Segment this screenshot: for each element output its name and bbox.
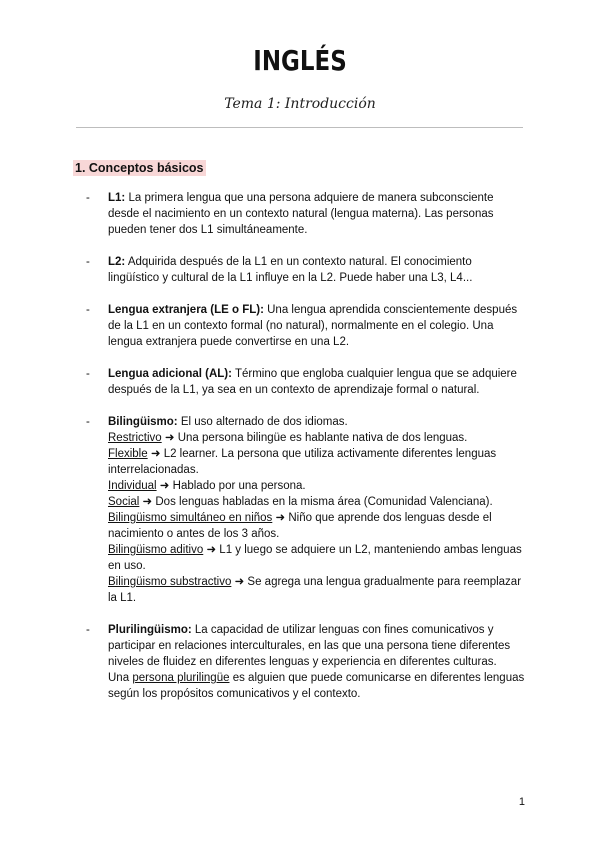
definition-plurilinguismo: La capacidad de utilizar lenguas con fines comunicativos y participar en relaciones interculturales, en las que una persona tiene diferentes niveles de fluidez en diferentes lenguas y experiencia en diferentes culturas. — [108, 624, 511, 668]
sub-text: Se agrega una lengua gradualmente para reemplazar la L1. — [108, 576, 522, 604]
sub-term: Bilingüismo simultáneo en niños — [108, 512, 273, 524]
sub-term: Individual — [108, 480, 157, 492]
arrow-icon: ➜ — [159, 480, 170, 492]
divider — [76, 127, 523, 128]
plurilinguismo-note — [108, 670, 526, 702]
list-item-l2 — [86, 254, 526, 286]
section-heading: 1. Conceptos básicos — [75, 161, 204, 175]
definition-bilinguismo: El uso alternado de dos idiomas. — [180, 416, 348, 428]
definition-l2: Adquirida después de la L1 en un contexto natural. El conocimiento lingüístico y cultural de la L1 influye en la L2. Puede haber una L3, L4... — [108, 256, 473, 284]
sub-social — [108, 494, 526, 510]
list-item-bilinguismo — [86, 414, 526, 606]
page-number: 1 — [518, 796, 525, 808]
bullet-dash: - — [86, 416, 90, 428]
sub-text: Una persona bilingüe es hablante nativa de dos lenguas. — [177, 432, 468, 444]
term-plurilinguismo: Plurilingüismo: — [108, 624, 192, 636]
bullet-dash: - — [86, 192, 90, 204]
arrow-icon: ➜ — [164, 432, 175, 444]
sub-individual — [108, 478, 526, 494]
bullet-dash: - — [86, 368, 90, 380]
sub-text: Dos lenguas habladas en la misma área (Comunidad Valenciana). — [155, 496, 493, 508]
list-item-plurilinguismo — [86, 622, 526, 702]
sub-simultaneo — [108, 510, 526, 542]
arrow-icon: ➜ — [234, 576, 245, 588]
arrow-icon: ➜ — [150, 448, 161, 460]
sub-flexible — [108, 446, 526, 478]
note-text: es alguien que puede comunicarse en diferentes lenguas según los propósitos comunicativos y el contexto. — [108, 672, 525, 700]
note-term: persona plurilingüe — [132, 672, 230, 684]
sub-aditivo — [108, 542, 526, 574]
definition-lengua-extranjera: Una lengua aprendida conscientemente después de la L1 en un contexto formal (no natural), normalmente en el colegio. Una lengua extranjera puede convertirse en una L2. — [108, 304, 518, 348]
list-item-lengua-adicional — [86, 366, 526, 398]
bullet-dash: - — [86, 624, 90, 636]
list-item-lengua-extranjera — [86, 302, 526, 350]
note-prefix: Una — [108, 672, 130, 684]
sub-substractivo — [108, 574, 526, 606]
term-lengua-extranjera: Lengua extranjera (LE o FL): — [108, 304, 264, 316]
definition-l1: La primera lengua que una persona adquiere de manera subconsciente desde el nacimiento en un contexto natural (lengua materna). Las personas pueden tener dos L1 simultáneamente. — [108, 192, 494, 236]
sub-term: Social — [108, 496, 140, 508]
page-title: INGLÉS — [253, 44, 347, 77]
sub-term: Bilingüismo substractivo — [108, 576, 232, 588]
term-lengua-adicional: Lengua adicional (AL): — [108, 368, 232, 380]
sub-term: Flexible — [108, 448, 148, 460]
sub-restrictivo — [108, 430, 526, 446]
term-l1: L1: — [108, 192, 126, 204]
term-l2: L2: — [108, 256, 126, 268]
sub-term: Restrictivo — [108, 432, 162, 444]
concept-list — [86, 190, 526, 718]
arrow-icon: ➜ — [206, 544, 217, 556]
bullet-dash: - — [86, 304, 90, 316]
definition-lengua-adicional: Término que engloba cualquier lengua que se adquiere después de la L1, ya sea en un contexto de aprendizaje formal o natural. — [108, 368, 517, 396]
list-item-l1 — [86, 190, 526, 238]
sub-text: L2 learner. La persona que utiliza activamente diferentes lenguas interrelacionadas. — [108, 448, 497, 476]
page-subtitle: Tema 1: Introducción — [224, 96, 376, 112]
sub-text: Niño que aprende dos lenguas desde el nacimiento o antes de los 3 años. — [108, 512, 492, 540]
term-bilinguismo: Bilingüismo: — [108, 416, 178, 428]
sub-term: Bilingüismo aditivo — [108, 544, 204, 556]
arrow-icon: ➜ — [142, 496, 153, 508]
sub-text: Hablado por una persona. — [172, 480, 306, 492]
bullet-dash: - — [86, 256, 90, 268]
arrow-icon: ➜ — [275, 512, 286, 524]
sub-text: L1 y luego se adquiere un L2, manteniendo ambas lenguas en uso. — [108, 544, 522, 572]
